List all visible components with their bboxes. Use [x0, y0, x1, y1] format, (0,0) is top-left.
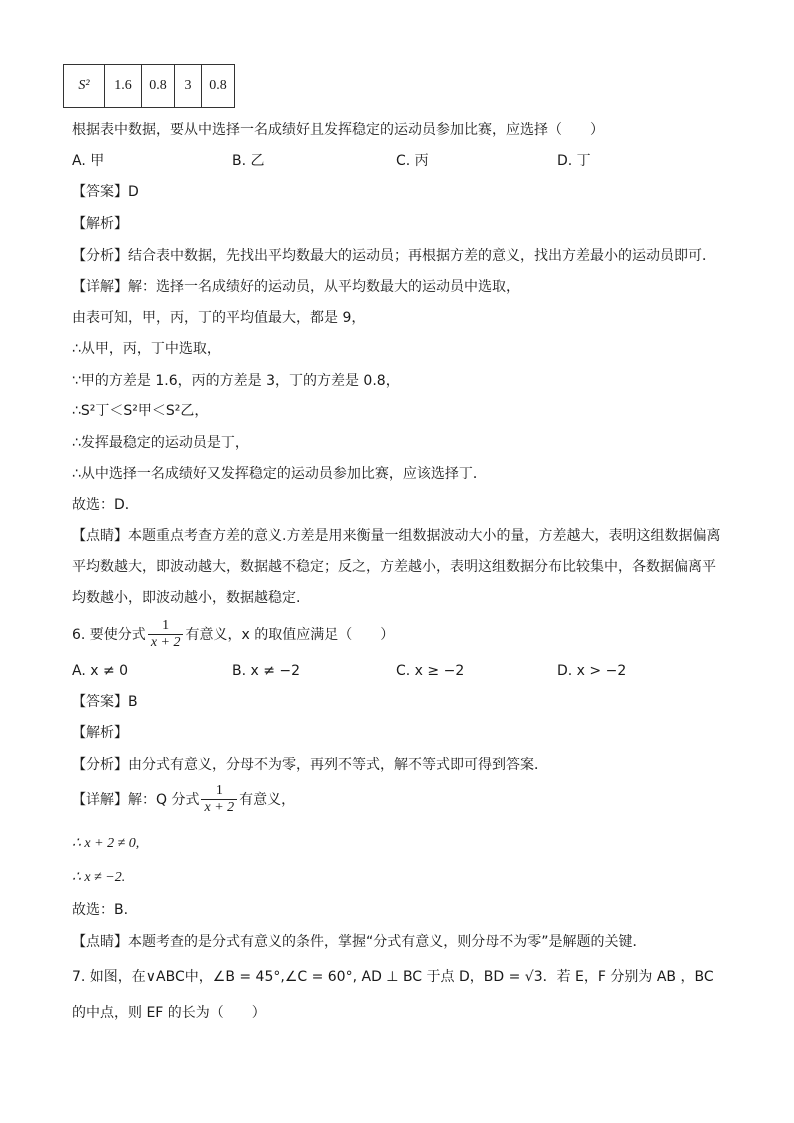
fraction-denominator: x + 2 — [201, 799, 237, 816]
q7-line-1: 7. 如图，在∨ABC中，∠B = 45°,∠C = 60°, AD ⊥ BC 于点 D，BD = √3．若 E，F 分别为 AB ，BC — [72, 969, 714, 985]
table-cell: 0.8 — [142, 65, 175, 108]
q5-option-d: D. 丁 — [557, 153, 591, 169]
q6-analysis: 【分析】由分式有意义，分母不为零，再列不等式，解不等式即可得到答案． — [72, 757, 548, 773]
table-row — [64, 65, 235, 108]
q5-question: 根据表中数据，要从中选择一名成绩好且发挥稳定的运动员参加比赛，应选择（ ） — [72, 122, 604, 138]
q6-detail-after: 有意义， — [239, 791, 296, 808]
fraction-numerator: 1 — [215, 783, 223, 798]
q5-comment-3: 均数越小，即波动越小，数据越稳定. — [72, 590, 301, 606]
q5-detail-4: ∵甲的方差是 1.6，丙的方差是 3，丁的方差是 0.8， — [72, 373, 400, 389]
q5-detail-3: ∴从甲，丙，丁中选取， — [72, 341, 221, 357]
q5-detail-1: 【详解】解：选择一名成绩好的运动员，从平均数最大的运动员中选取， — [72, 279, 520, 295]
fraction-denominator: x + 2 — [148, 634, 184, 651]
q6-option-c: C. x ≥ −2 — [396, 663, 465, 679]
q6-stem-before: 6. 要使分式 — [72, 626, 146, 643]
q5-detail-7: ∴从中选择一名成绩好又发挥稳定的运动员参加比赛，应该选择丁． — [72, 466, 487, 482]
q6-detail-before: 【详解】解：Q 分式 — [72, 791, 200, 808]
q6-stem — [72, 618, 394, 651]
q6-option-a: A. x ≠ 0 — [72, 663, 129, 679]
q6-stem-after: 有意义，x 的取值应满足（ ） — [185, 626, 395, 643]
table-cell: 3 — [175, 65, 202, 108]
q5-detail-2: 由表可知，甲，丙，丁的平均值最大，都是 9， — [72, 310, 366, 326]
q7-line-2: 的中点，则 EF 的长为（ ） — [72, 1005, 266, 1021]
q6-comment: 【点睛】本题考查的是分式有意义的条件，掌握“分式有意义，则分母不为零”是解题的关键． — [72, 934, 647, 950]
table-cell: 0.8 — [202, 65, 235, 108]
table-label-cell: S² — [64, 65, 105, 108]
q5-choose: 故选：D． — [72, 497, 139, 513]
q5-analysis: 【分析】结合表中数据，先找出平均数最大的运动员；再根据方差的意义，找出方差最小的运动员即可． — [72, 248, 716, 264]
fraction-numerator: 1 — [162, 618, 170, 633]
q5-comment-2: 平均数越大，即波动越大，数据越不稳定；反之，方差越小，表明这组数据分布比较集中，各数据偏离平 — [72, 559, 716, 575]
table-cell: 1.6 — [105, 65, 142, 108]
q6-fraction — [148, 618, 184, 651]
q6-step-2: ∴ x ≠ −2. — [72, 870, 126, 885]
q6-option-b: B. x ≠ −2 — [232, 663, 301, 679]
q5-option-c: C. 丙 — [396, 153, 429, 169]
q6-answer: 【答案】B — [72, 694, 138, 710]
q5-analysis-tag: 【解析】 — [72, 216, 128, 232]
q5-detail-5: ∴S²丁＜S²甲＜S²乙， — [72, 403, 209, 419]
q6-detail-fraction — [201, 783, 237, 816]
q6-detail — [72, 783, 295, 816]
q5-option-b: B. 乙 — [232, 153, 265, 169]
q5-comment-1: 【点睛】本题重点考查方差的意义.方差是用来衡量一组数据波动大小的量，方差越大，表明这组数据偏离 — [72, 528, 721, 544]
q6-choose: 故选：B. — [72, 902, 129, 918]
q5-detail-6: ∴发挥最稳定的运动员是丁， — [72, 435, 249, 451]
q5-answer: 【答案】D — [72, 184, 139, 200]
q6-analysis-tag: 【解析】 — [72, 725, 128, 741]
variance-table — [63, 64, 235, 108]
q6-option-d: D. x > −2 — [557, 663, 627, 679]
q5-option-a: A. 甲 — [72, 153, 105, 169]
q6-step-1: ∴ x + 2 ≠ 0, — [72, 836, 140, 851]
